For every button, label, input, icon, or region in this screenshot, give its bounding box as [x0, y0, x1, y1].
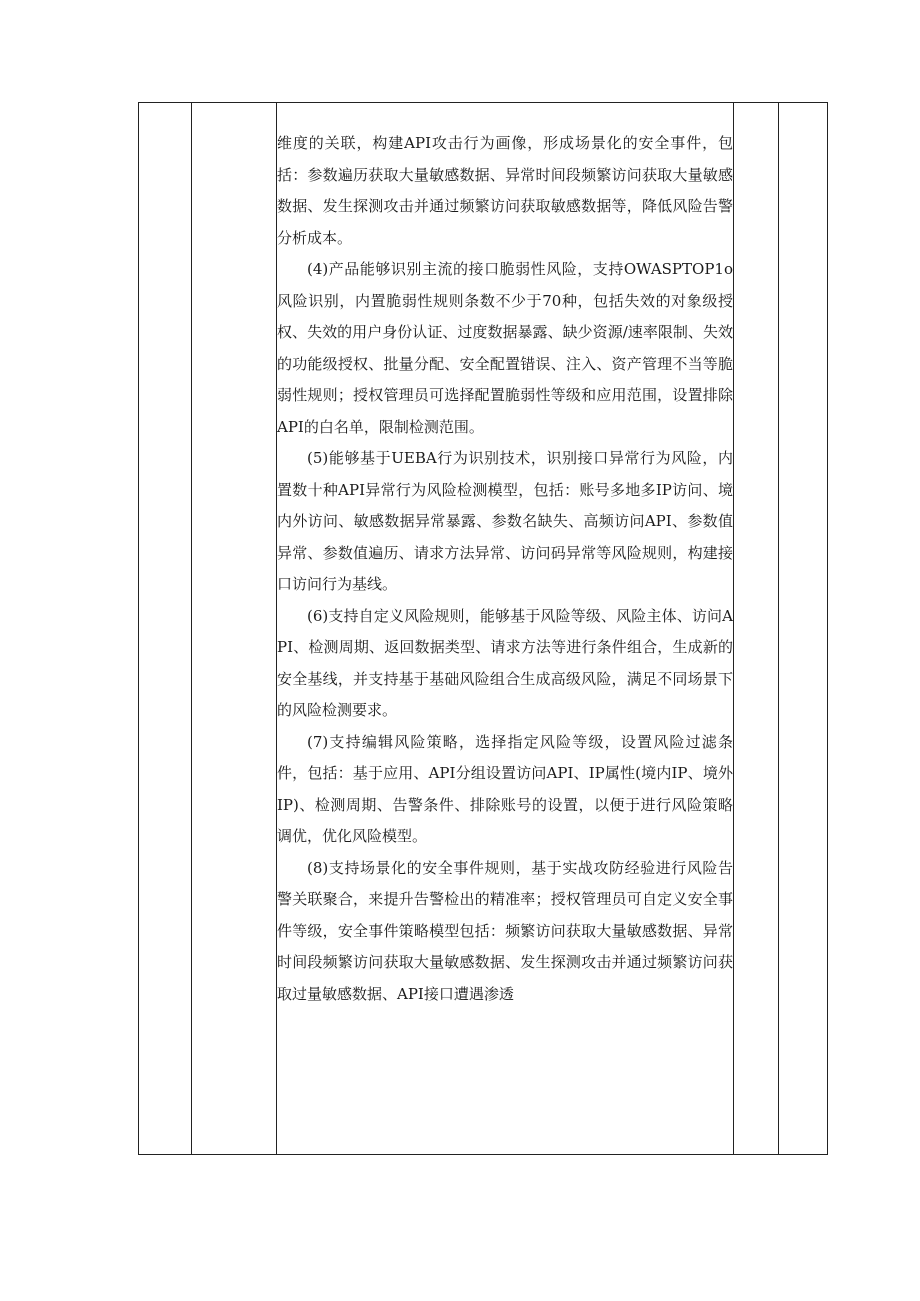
paragraph-4: (6)支持自定义风险规则，能够基于风险等级、风险主体、访问API、检测周期、返回数据类型、请求方法等进行条件组合，生成新的安全基线，并支持基于基础风险组合生成高级风险，满足不同场景下的风险检测要求。 — [277, 606, 733, 719]
paragraph-2: (4)产品能够识别主流的接口脆弱性风险，支持OWASPTOP1o风险识别，内置脆弱性规则条数不少于70种，包括失效的对象级授权、失效的用户身份认证、过度数据暴露、缺少资源/速率限制、失效的功能级授权、批量分配、安全配置错误、注入、资产管理不当等脆弱性规则；授权管理员可选择配置脆弱性等级和应用范围，设置排除API的白名单，限制检测范围。 — [277, 260, 733, 436]
remark-cell — [779, 103, 828, 1155]
index-cell — [139, 103, 192, 1155]
table-row — [139, 103, 828, 1155]
quantity-cell — [734, 103, 779, 1155]
paragraph-1: 维度的关联，构建API攻击行为画像，形成场景化的安全事件，包括：参数遍历获取大量敏感数据、异常时间段频繁访问获取大量敏感数据、发生探测攻击并通过频繁访问获取敏感数据等，降低风险告警分析成本。 — [277, 134, 733, 247]
requirement-text — [277, 103, 733, 1010]
requirement-content-cell — [277, 103, 734, 1155]
paragraph-3: (5)能够基于UEBA行为识别技术，识别接口异常行为风险，内置数十种API异常行为风险检测模型，包括：账号多地多IP访问、境内外访问、敏感数据异常暴露、参数名缺失、高频访问API、参数值异常、参数值遍历、请求方法异常、访问码异常等风险规则，构建接口访问行为基线。 — [277, 449, 733, 593]
paragraph-6: (8)支持场景化的安全事件规则，基于实战攻防经验进行风险告警关联聚合，来提升告警检出的精准率；授权管理员可自定义安全事件等级，安全事件策略模型包括：频繁访问获取大量敏感数据、异常时间段频繁访问获取大量敏感数据、发生探测攻击并通过频繁访问获取过量敏感数据、API接口遭遇渗透 — [277, 858, 733, 1003]
item-name-cell — [192, 103, 277, 1155]
paragraph-5: (7)支持编辑风险策略，选择指定风险等级，设置风险过滤条件，包括：基于应用、API分组设置访问API、IP属性(境内IP、境外IP)、检测周期、告警条件、排除账号的设置，以便于进行风险策略调优，优化风险模型。 — [277, 732, 733, 845]
requirements-table — [138, 102, 828, 1155]
